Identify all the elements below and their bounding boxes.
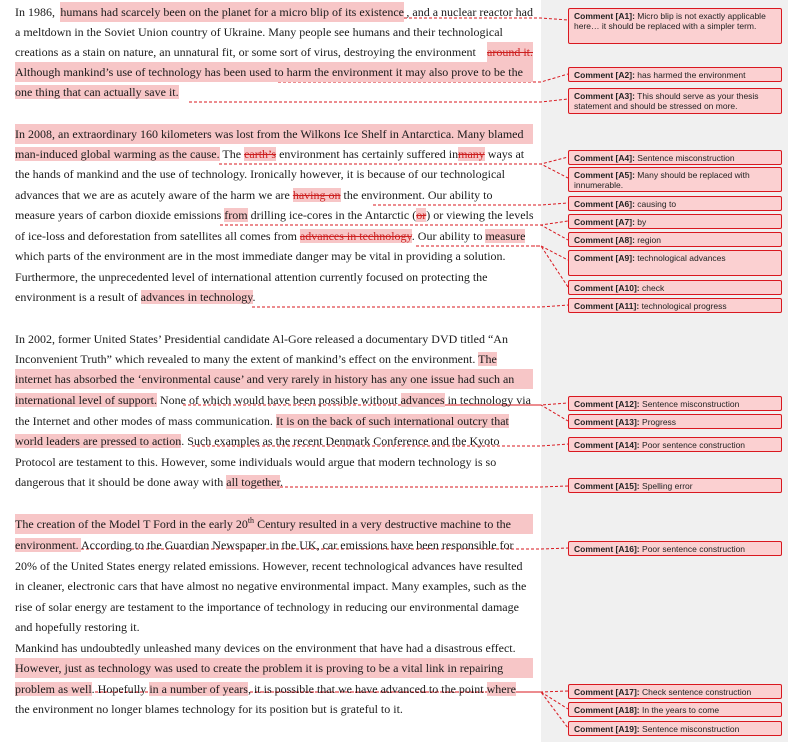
comment-anchor-a12[interactable]: The: [478, 352, 497, 366]
text-line: environment is a result of advances in technology.: [15, 290, 256, 304]
text-line: advances that we are as acutely aware of the harm we are having on the environment. Our ability to: [15, 188, 493, 202]
text-line: international level of support. None of which would have been possible without advances in technology via: [15, 393, 531, 407]
comment-balloon-a15[interactable]: Comment [A15]: Spelling error: [568, 478, 782, 493]
text-line: Furthermore, the unprecedented level of international attention currently focused on protecting the: [15, 270, 488, 284]
comment-balloon-a1[interactable]: Comment [A1]: Micro blip is not exactly applicable here… it should be replaced with a simpler term.: [568, 8, 782, 44]
comment-anchor-a10[interactable]: measure: [485, 229, 526, 243]
comment-anchor-a6[interactable]: having on: [292, 188, 341, 202]
text-line: a meltdown in the Soviet Union country of Ukraine. Many people see humans and their technological: [15, 25, 503, 39]
text-line: Although mankind’s use of technology has been used to harm the environment it may also prove to be the: [15, 62, 533, 82]
text-line: 20% of the United States energy related emissions. However, recent technological advances have resulted: [15, 559, 523, 573]
comment-balloon-a18[interactable]: Comment [A18]: In the years to come: [568, 702, 782, 717]
text-line: problem as well. Hopefully in a number of years, it is possible that we have advanced to the point where: [15, 682, 516, 696]
text-line: In 2008, an extraordinary 160 kilometers was lost from the Wilkons Ice Shelf in Antarctica. Many blamed: [15, 124, 533, 144]
comment-balloon-a5[interactable]: Comment [A5]: Many should be replaced with innumerable.: [568, 167, 782, 192]
text-line: in cleaner, electronic cars that have almost no negative environmental impact. Many examples, such as the: [15, 579, 527, 593]
text-line: The creation of the Model T Ford in the early 20th Century resulted in a very destructive machine to the: [15, 514, 533, 534]
comment-balloon-a2[interactable]: Comment [A2]: has harmed the environment: [568, 67, 782, 82]
text-line: However, just as technology was used to create the problem it is proving to be a vital link in repairing: [15, 658, 533, 678]
comment-balloon-a19[interactable]: Comment [A19]: Sentence misconstruction: [568, 721, 782, 736]
comment-anchor-a14[interactable]: It is on the back of such international outcry that: [275, 414, 509, 428]
comment-anchor-a9[interactable]: advances in technology: [299, 229, 412, 243]
text-line: world leaders are pressed to action. Such examples as the recent Denmark Conference and the Kyoto: [15, 434, 500, 448]
text-line: one thing that can actually save it.: [15, 85, 179, 99]
comment-anchor-a8[interactable]: or: [416, 208, 427, 222]
comment-balloon-a11[interactable]: Comment [A11]: technological progress: [568, 298, 782, 313]
text-line: rise of solar energy are testament to the importance of technology in reducing our environmental damage: [15, 600, 519, 614]
text-line: the hands of mankind and the use of technology. Ironically however, it is because of our technological: [15, 167, 505, 181]
comment-anchor-a16[interactable]: environment.: [15, 538, 81, 552]
comment-balloon-a12[interactable]: Comment [A12]: Sentence misconstruction: [568, 396, 782, 411]
text-line: creations as a stain on nature, an unnatural fit, or some sort of virus, destroying the environment around it.: [15, 42, 533, 62]
comment-anchor-a5[interactable]: many: [458, 147, 485, 161]
text-line: In 1986, humans had scarcely been on the planet for a micro blip of its existence , and a nuclear reactor had: [15, 2, 533, 22]
text-line: In 2002, former United States’ Presidential candidate Al-Gore released a documentary DVD titled “An: [15, 332, 508, 346]
comment-balloon-a14[interactable]: Comment [A14]: Poor sentence construction: [568, 437, 782, 452]
text-line: the Internet and other modes of mass communication. It is on the back of such international outcry that: [15, 414, 509, 428]
text-line: Mankind has undoubtedly unleashed many devices on the environment that have had a disastrous effect.: [15, 641, 516, 655]
text-line: the environment no longer blames technology for its position but is grateful to it.: [15, 702, 403, 716]
comment-anchor-a18[interactable]: in a number of years: [149, 682, 248, 696]
comment-anchor-a15[interactable]: all together: [226, 475, 280, 489]
comment-anchor-a11[interactable]: advances in technology: [140, 290, 253, 304]
comment-anchor-a17[interactable]: problem as well: [15, 682, 92, 696]
deleted-text: around it.: [487, 42, 533, 62]
text-line: internet has absorbed the ‘environmental cause’ and very rarely in history has any one issue had such an: [15, 369, 533, 389]
text-line: Protocol are testament to this. However, some individuals would argue that modern technology is so: [15, 455, 497, 469]
text-line: environment. According to the Guardian Newspaper in the UK, car emissions have been responsible for: [15, 538, 514, 552]
text-line: dangerous that it should be done away with all together.: [15, 475, 283, 489]
text-line: of ice-loss and deforestation from satellites all comes from advances in technology. Our ability to measure: [15, 229, 526, 243]
comment-balloon-a13[interactable]: Comment [A13]: Progress: [568, 414, 782, 429]
comment-anchor-a4[interactable]: man-induced global warming as the cause.: [15, 147, 220, 161]
text-line: which parts of the environment are in the most immediate danger may be vital in providing a solution.: [15, 249, 506, 263]
comment-balloon-a9[interactable]: Comment [A9]: technological advances: [568, 250, 782, 276]
comment-balloon-a10[interactable]: Comment [A10]: check: [568, 280, 782, 295]
text-line: and hopefully restoring it.: [15, 620, 140, 634]
comment-anchor-a13[interactable]: advances: [400, 393, 445, 407]
comment-anchor-a2[interactable]: has been used: [204, 65, 275, 79]
text-line: Inconvenient Truth” which revealed to many the extent of mankind’s effect on the environment. The: [15, 352, 497, 366]
comment-balloon-a17[interactable]: Comment [A17]: Check sentence construction: [568, 684, 782, 699]
comment-balloon-a16[interactable]: Comment [A16]: Poor sentence construction: [568, 541, 782, 556]
deleted-text: earth’s: [244, 147, 277, 161]
comment-anchor-a7[interactable]: from: [224, 208, 248, 222]
comment-anchor-a1[interactable]: humans had scarcely been on the planet for a micro blip of its existence: [60, 2, 404, 22]
text-line: measure years of carbon dioxide emissions from drilling ice-cores in the Antarctic (or) or viewing the levels: [15, 208, 534, 222]
comment-balloon-a4[interactable]: Comment [A4]: Sentence misconstruction: [568, 150, 782, 165]
comment-balloon-a8[interactable]: Comment [A8]: region: [568, 232, 782, 247]
text-line: man-induced global warming as the cause. The earth’s environment has certainly suffered inmany ways at: [15, 147, 525, 161]
comment-anchor-a3[interactable]: Although: [15, 65, 61, 79]
comment-balloon-a3[interactable]: Comment [A3]: This should serve as your thesis statement and should be stressed on more.: [568, 88, 782, 114]
comment-balloon-a7[interactable]: Comment [A7]: by: [568, 214, 782, 229]
comment-anchor-a19[interactable]: where: [486, 682, 516, 696]
comment-balloon-a6[interactable]: Comment [A6]: causing to: [568, 196, 782, 211]
